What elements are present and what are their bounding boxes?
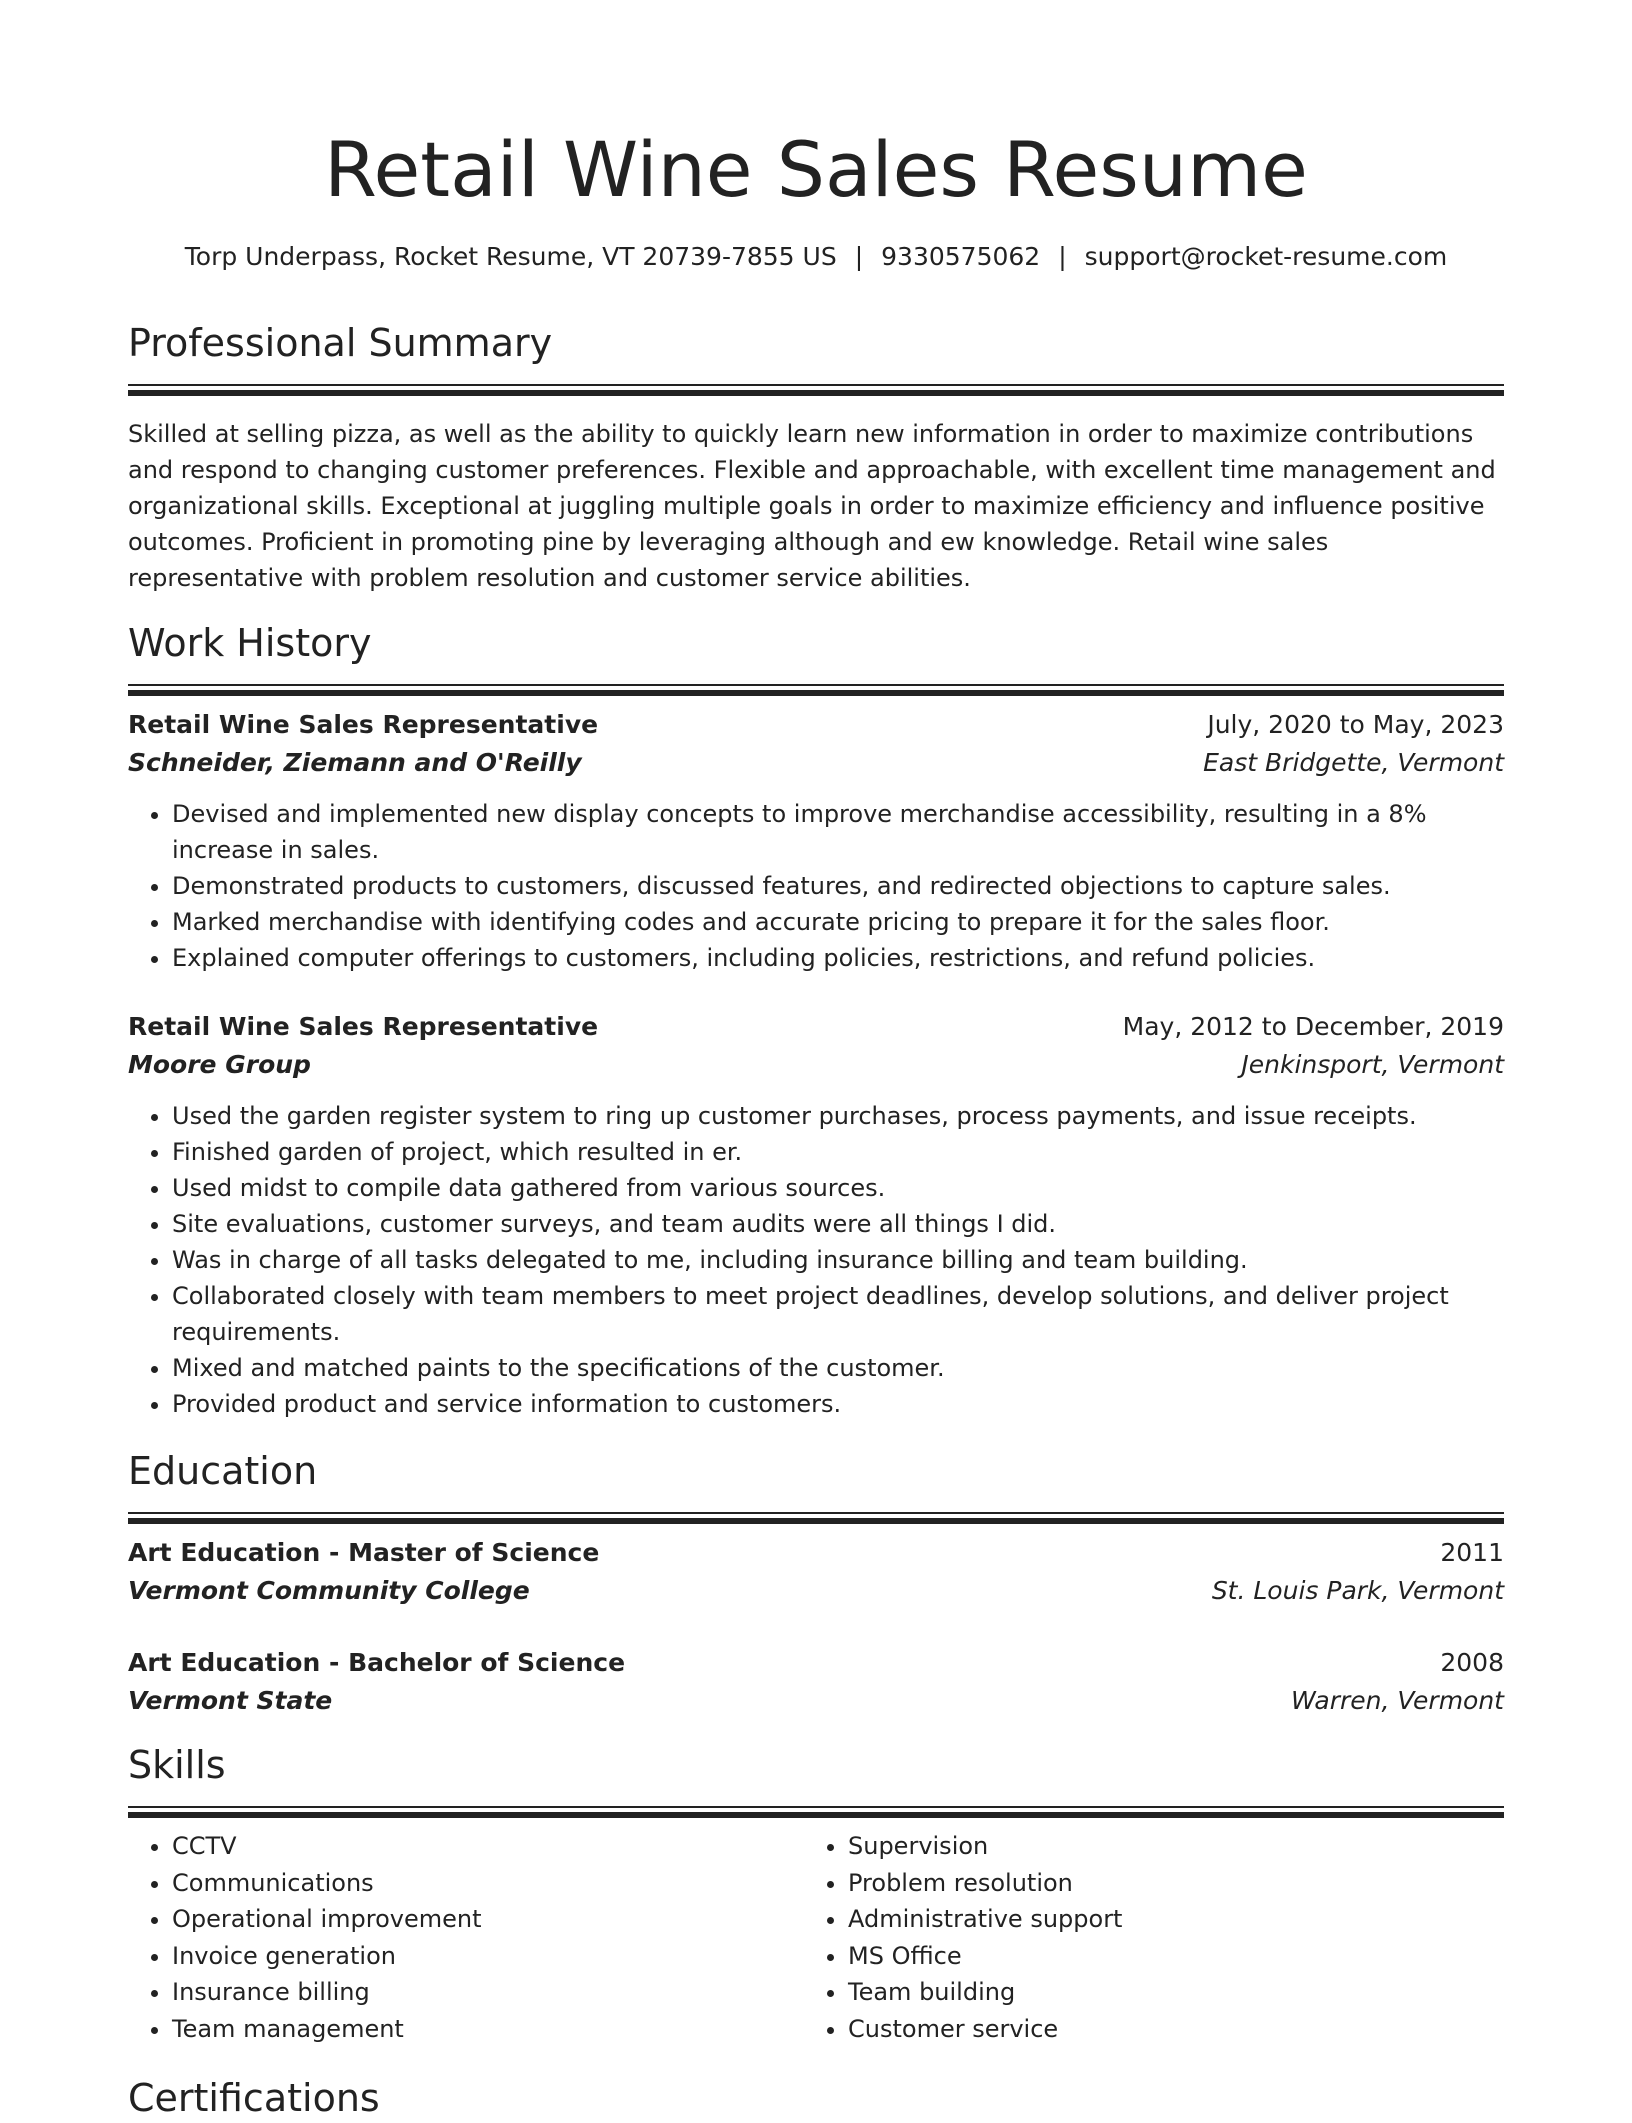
job-bullet: • Was in charge of all tasks delegated to me, including insurance billing and team building. [172,1242,1504,1278]
section-divider [128,1806,1504,1808]
contact-line [128,240,1504,274]
job-bullet: • Finished garden of project, which resulted in er. [172,1134,1504,1170]
education-header-row [128,1644,1504,1682]
job-location: Jenkinsport, Vermont [1241,1050,1504,1079]
job-bullet: • Used midst to compile data gathered from various sources. [172,1170,1504,1206]
job-position: Retail Wine Sales Representative [128,710,599,739]
job-bullet: • Demonstrated products to customers, discussed features, and redirected objections to capture sales. [172,868,1504,904]
resume-page [128,0,1504,2123]
skill-item: • Problem resolution [848,1865,1480,1902]
section-divider [128,1512,1504,1514]
skills-list-left [128,1828,804,2047]
education-degree: Art Education - Bachelor of Science [128,1648,626,1677]
section-title-certifications: Certifications [128,2076,380,2120]
job-company-row [128,1046,1504,1084]
job-bullet: • Provided product and service information to customers. [172,1386,1504,1422]
contact-phone: 9330575062 [881,242,1041,271]
job-company-row [128,744,1504,782]
section-title-work-history: Work History [128,621,372,665]
skill-item: • Communications [172,1865,804,1902]
contact-separator: | [854,242,864,271]
education-year: 2011 [1440,1538,1504,1567]
skill-item: • CCTV [172,1828,804,1865]
job-bullets [128,796,1504,976]
job-dates: July, 2020 to May, 2023 [1207,710,1504,739]
job-bullet: • Devised and implemented new display concepts to improve merchandise accessibility, resulting in a 8% increase in sales. [172,796,1504,868]
job-position: Retail Wine Sales Representative [128,1012,599,1041]
section-title-skills: Skills [128,1743,226,1787]
education-school: Vermont State [128,1686,333,1715]
skills-list-right [804,1828,1480,2047]
job-header-row [128,1008,1504,1046]
contact-email: support@rocket-resume.com [1084,242,1448,271]
education-entry [128,1534,1504,1610]
job-dates: May, 2012 to December, 2019 [1122,1012,1504,1041]
contact-separator: | [1058,242,1067,271]
skill-item: • Invoice generation [172,1938,804,1975]
resume-title: Retail Wine Sales Resume [324,125,1308,214]
skill-item: • Operational improvement [172,1901,804,1938]
job-bullet: • Marked merchandise with identifying codes and accurate pricing to prepare it for the sales floor. [172,904,1504,940]
work-history-section [128,618,1504,1422]
skill-item: • MS Office [848,1938,1480,1975]
education-location: Warren, Vermont [1291,1686,1504,1715]
section-divider [128,684,1504,686]
skill-item: • Administrative support [848,1901,1480,1938]
section-title-education: Education [128,1449,318,1493]
skill-item: • Team building [848,1974,1480,2011]
job-bullet: • Mixed and matched paints to the specifications of the customer. [172,1350,1504,1386]
skill-item: • Customer service [848,2011,1480,2048]
skills-section [128,1740,1504,2047]
job-entry [128,706,1504,976]
skill-item: • Insurance billing [172,1974,804,2011]
education-entry [128,1644,1504,1720]
job-bullets [128,1098,1504,1422]
job-header-row [128,706,1504,744]
skill-item: • Supervision [848,1828,1480,1865]
certifications-section [128,2073,1504,2123]
job-bullet: • Site evaluations, customer surveys, and team audits were all things I did. [172,1206,1504,1242]
job-company: Moore Group [128,1050,311,1079]
education-school-row [128,1682,1504,1720]
job-bullet: • Collaborated closely with team members to meet project deadlines, develop solutions, and deliver project requirements. [172,1278,1504,1350]
education-degree: Art Education - Master of Science [128,1538,600,1567]
job-bullet: • Used the garden register system to ring up customer purchases, process payments, and issue receipts. [172,1098,1504,1134]
section-divider [128,384,1504,386]
skill-item: • Team management [172,2011,804,2048]
summary-section [128,318,1504,596]
education-location: St. Louis Park, Vermont [1211,1576,1504,1605]
education-header-row [128,1534,1504,1572]
education-school-row [128,1572,1504,1610]
job-bullet: • Explained computer offerings to customers, including policies, restrictions, and refund policies. [172,940,1504,976]
education-year: 2008 [1440,1648,1504,1677]
job-entry [128,1008,1504,1422]
job-location: East Bridgette, Vermont [1203,748,1504,777]
summary-text: Skilled at selling pizza, as well as the ability to quickly learn new information in order to maximize contributions and respond to changing customer preferences. Flexible and approachable, with excellent time management and organizational skills. Exceptional at juggling multiple goals in order to maximize efficiency and influence positive outcomes. Proficient in promoting pine by leveraging although and ew knowledge. Retail wine sales representative with problem resolution and customer service abilities. [128,420,1496,592]
education-school: Vermont Community College [128,1576,530,1605]
skills-columns [128,1828,1504,2047]
section-title-summary: Professional Summary [128,321,553,365]
contact-address: Torp Underpass, Rocket Resume, VT 20739-7855 US [184,242,837,271]
education-section [128,1446,1504,1720]
job-company: Schneider, Ziemann and O'Reilly [128,748,582,777]
